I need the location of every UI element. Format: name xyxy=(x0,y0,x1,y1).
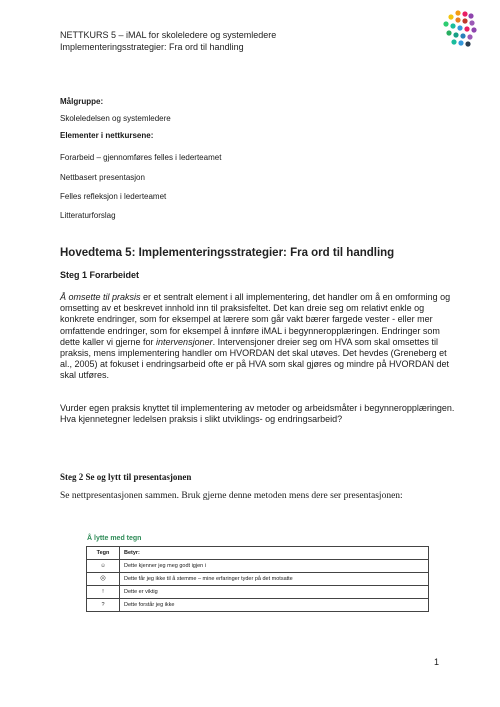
p1-text-a: er et sentralt element i all implementering, det handler om å en omforming og omsetting av et beskrevet innhold inn til praksisfeltet. Det kan dreie seg om relativt enkle og konkrete endringer, som for eksempel at lærere som går vakt bærer fargede vester - eller mer omfattende endringer, som for eksempel å innføre iMAL i begynneropplæringen. Endringer som dette kaller vi gjerne for xyxy=(60,292,451,347)
sign-column-header: Tegn xyxy=(87,547,120,560)
step2-heading: Steg 2 Se og lytt til presentasjonen xyxy=(60,472,192,482)
question-icon: ? xyxy=(87,599,120,612)
target-group-text: Skoleledelsen og systemledere xyxy=(60,114,171,123)
table-row xyxy=(87,586,429,599)
main-title: Hovedtema 5: Implementeringsstrategier: Fra ord til handling xyxy=(60,247,395,259)
target-group-heading: Målgruppe: xyxy=(60,97,104,106)
presentation-instruction: Se nettpresentasjonen sammen. Bruk gjerne denne metoden mens dere ser presentasjonen: xyxy=(60,491,403,501)
frown-icon: ☹ xyxy=(87,573,120,586)
intro-paragraph xyxy=(60,292,460,382)
element-item-4: Litteraturforslag xyxy=(60,211,116,220)
meaning-column-header: Betyr: xyxy=(120,547,429,560)
smiley-icon: ☺ xyxy=(87,560,120,573)
page-number: 1 xyxy=(434,657,440,667)
element-item-3: Felles refleksjon i lederteamet xyxy=(60,192,167,201)
table-cell-meaning: Dette kjenner jeg meg godt igjen i xyxy=(120,560,429,573)
exclamation-icon: ! xyxy=(87,586,120,599)
elements-heading: Elementer i nettkursene: xyxy=(60,131,154,140)
doc-header-line2: Implementeringsstrategier: Fra ord til handling xyxy=(60,42,244,52)
table-cell-meaning: Dette får jeg ikke til å stemme – mine erfaringer tyder på det motsatte xyxy=(120,573,429,586)
reflection-paragraph: Vurder egen praksis knyttet til implementering av metoder og arbeidsmåter i begynneropplæringen. Hva kjennetegner ledelsen praksis i slikt utviklings- og endringsarbeid? xyxy=(60,403,455,425)
table-row xyxy=(87,573,429,586)
listening-table-title: Å lytte med tegn xyxy=(87,535,142,542)
table-row xyxy=(87,599,429,612)
imal-logo-icon xyxy=(436,9,480,49)
table-cell-meaning: Dette forstår jeg ikke xyxy=(120,599,429,612)
table-cell-meaning: Dette er viktig xyxy=(120,586,429,599)
p1-emphasis-2: intervensjoner xyxy=(156,336,213,347)
element-item-1: Forarbeid – gjennomføres felles i lederteamet xyxy=(60,153,222,162)
p1-text-b: . Intervensjoner dreier seg om HVA som skal omsettes til praksis, mens implementering handler om HVORDAN det skal utøves. Det hevdes (Greneberg et al., 2005) at fokuset i endringsarbeid ofte er på HVA som skal gjøres og mindre på HVORDAN det skal utføres. xyxy=(60,336,450,381)
table-row xyxy=(87,560,429,573)
p1-emphasis: Å omsette til praksis xyxy=(60,292,141,302)
step1-heading: Steg 1 Forarbeidet xyxy=(60,270,140,280)
doc-header-line1: NETTKURS 5 – iMAL for skoleledere og systemledere xyxy=(60,30,277,40)
listening-signs-table xyxy=(86,546,429,612)
table-header-row xyxy=(87,547,429,560)
element-item-2: Nettbasert presentasjon xyxy=(60,173,145,182)
